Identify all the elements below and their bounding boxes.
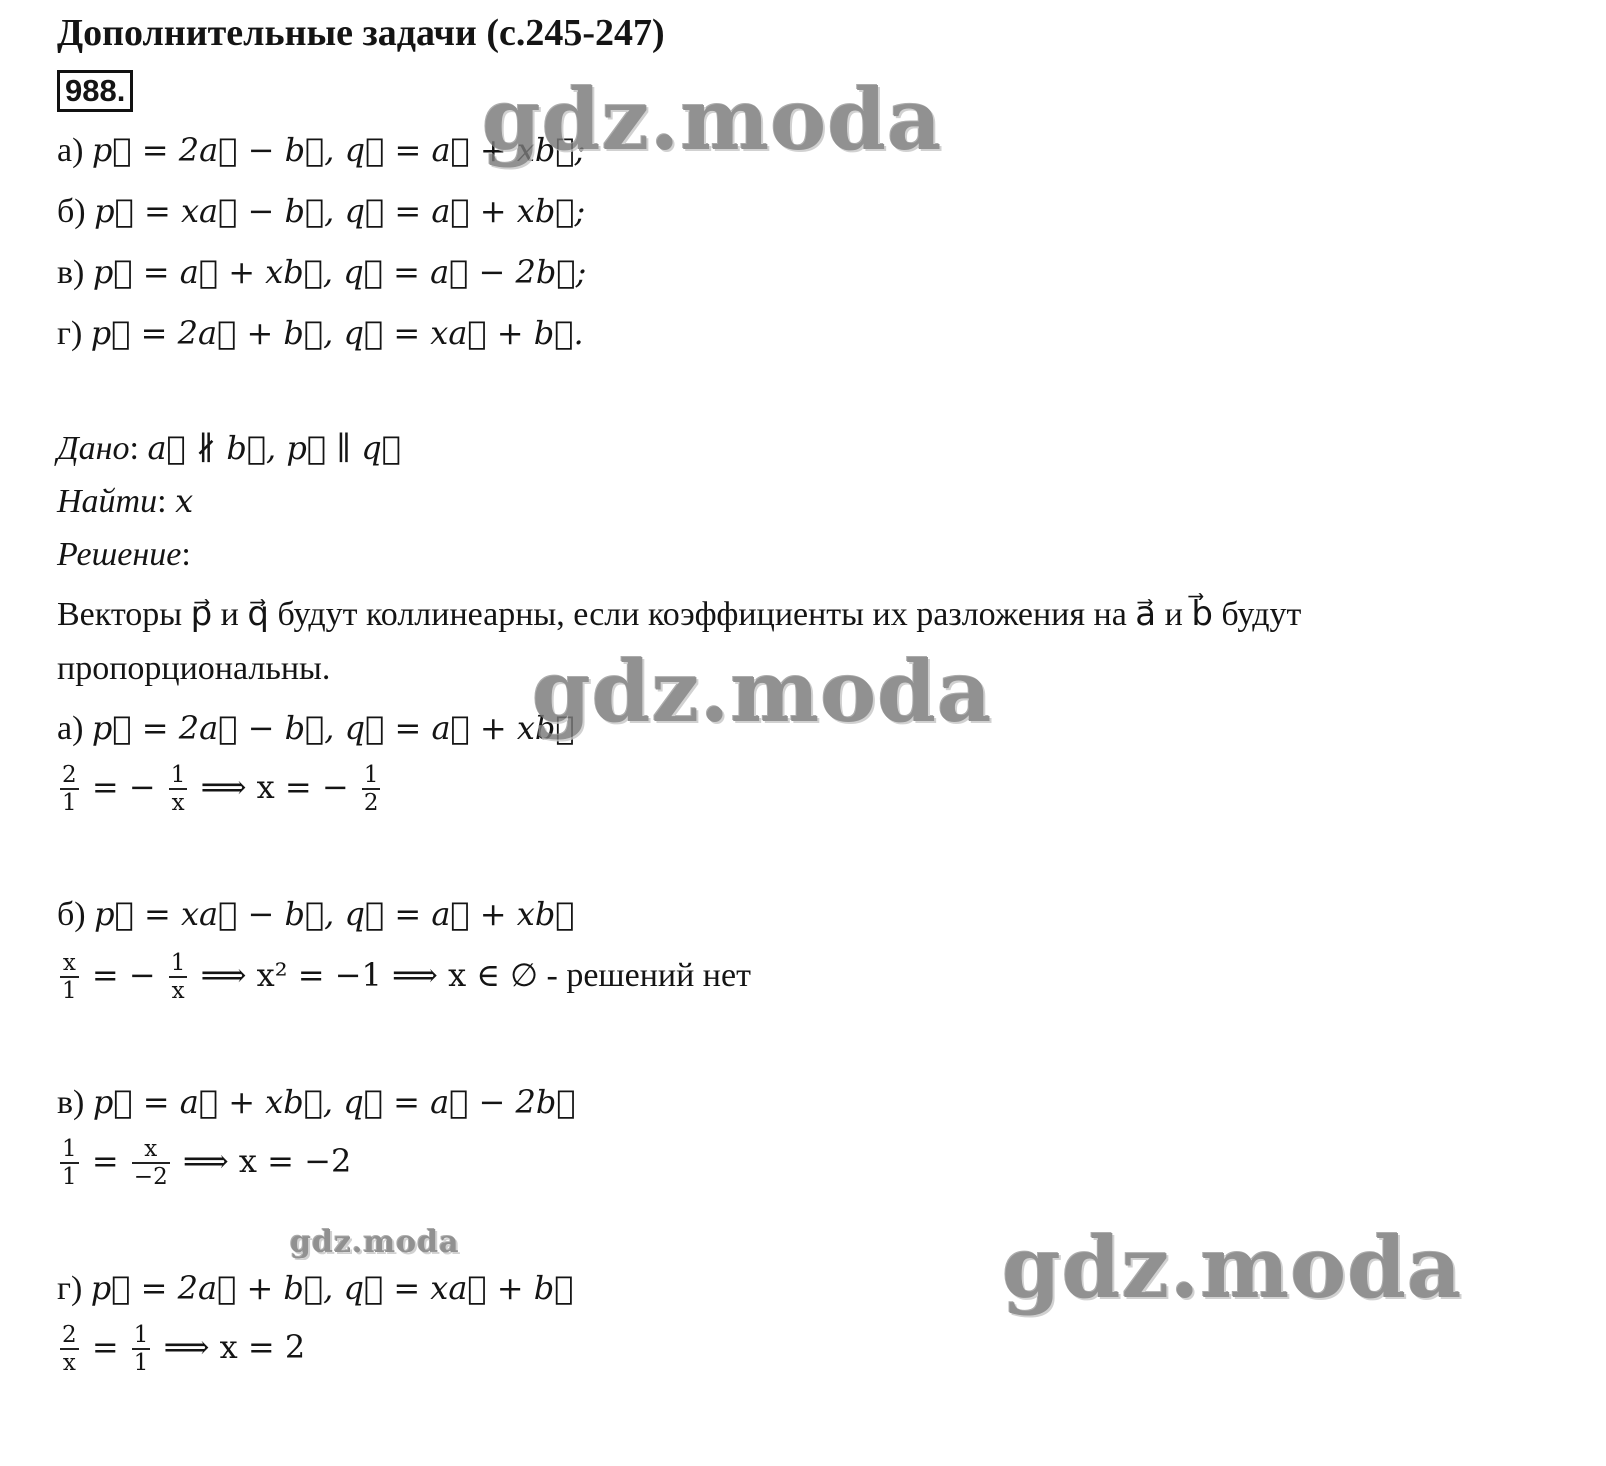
watermark: gdz.moda: [1002, 1218, 1463, 1317]
case-expr: p⃗ = 2a⃗ + b⃗, q⃗ = xa⃗ + b⃗: [90, 1269, 574, 1307]
case-a-solution: $\frac{2}{1}$ = − $\frac{1}{x}$ ⟹ x = − $\frac{1}{2}$: [62, 762, 379, 817]
solution-label: Решение: [57, 536, 182, 573]
condition-expr: p⃗ = xa⃗ − b⃗, q⃗ = a⃗ + xb⃗;: [94, 192, 586, 230]
case-c-header: [57, 1083, 576, 1121]
page-title: Дополнительные задачи (с.245-247): [57, 12, 665, 54]
case-label: в): [57, 1084, 85, 1121]
fraction: $\frac{1}{x}$: [170, 762, 186, 817]
watermark: gdz.moda: [482, 70, 943, 169]
case-expr: p⃗ = xa⃗ − b⃗, q⃗ = a⃗ + xb⃗: [94, 895, 575, 933]
find-expr: x: [175, 482, 194, 520]
case-label: а): [57, 710, 84, 747]
find-line: Найти: x: [57, 482, 194, 520]
solution-heading: Решение:: [57, 536, 191, 573]
case-d-solution: $\frac{2}{x}$ = $\frac{1}{1}$ ⟹ x = 2: [62, 1322, 306, 1377]
condition-label: а): [57, 132, 84, 169]
fraction: $\frac{1}{1}$: [62, 1136, 77, 1191]
condition-expr: p⃗ = 2a⃗ − b⃗, q⃗ = a⃗ + xb⃗;: [91, 131, 586, 169]
fraction: $\frac{x}{1}$: [62, 950, 77, 1005]
case-a-header: [57, 709, 575, 747]
fraction: $\frac{1}{x}$: [170, 950, 186, 1005]
condition-b: [57, 192, 586, 230]
solution-text-line-1: Векторы p⃗ и q⃗ будут коллинеарны, если коэффициенты их разложения на a⃗ и b⃗ будут: [57, 596, 1302, 633]
fraction: $\frac{1}{2}$: [363, 762, 379, 817]
case-expr: p⃗ = 2a⃗ − b⃗, q⃗ = a⃗ + xb⃗: [91, 709, 575, 747]
given-expr: a⃗ ∦ b⃗, p⃗ ∥ q⃗: [147, 429, 401, 467]
given-line: Дано: a⃗ ∦ b⃗, p⃗ ∥ q⃗: [57, 429, 401, 467]
condition-label: б): [57, 193, 86, 230]
find-label: Найти: [57, 483, 158, 520]
condition-d: [57, 314, 584, 352]
fraction: $\frac{2}{x}$: [62, 1322, 77, 1377]
case-note: - решений нет: [538, 956, 751, 994]
problem-number: 988.: [57, 70, 133, 112]
case-b-header: [57, 895, 575, 933]
condition-label: в): [57, 254, 85, 291]
condition-label: г): [57, 315, 83, 352]
case-c-solution: $\frac{1}{1}$ = $\frac{x}{-2}$ ⟹ x = −2: [62, 1136, 352, 1191]
solution-text-line-2: пропорциональны.: [57, 650, 331, 687]
fraction: $\frac{2}{1}$: [62, 762, 77, 817]
case-label: г): [57, 1270, 83, 1307]
condition-expr: p⃗ = 2a⃗ + b⃗, q⃗ = xa⃗ + b⃗.: [90, 314, 584, 352]
condition-expr: p⃗ = a⃗ + xb⃗, q⃗ = a⃗ − 2b⃗;: [92, 253, 587, 291]
case-d-header: [57, 1269, 574, 1307]
case-b-solution: $\frac{x}{1}$ = − $\frac{1}{x}$ ⟹ x² = −1 ⟹ x ∈ ∅ - решений нет: [62, 950, 751, 1005]
watermark: gdz.moda: [290, 1225, 460, 1260]
condition-c: [57, 253, 587, 291]
watermark: gdz.moda: [532, 642, 993, 741]
given-label: Дано: [57, 430, 130, 467]
fraction: $\frac{1}{1}$: [133, 1322, 149, 1377]
case-expr: p⃗ = a⃗ + xb⃗, q⃗ = a⃗ − 2b⃗: [92, 1083, 576, 1121]
fraction: $\frac{x}{-2}$: [133, 1136, 168, 1191]
case-label: б): [57, 896, 86, 933]
